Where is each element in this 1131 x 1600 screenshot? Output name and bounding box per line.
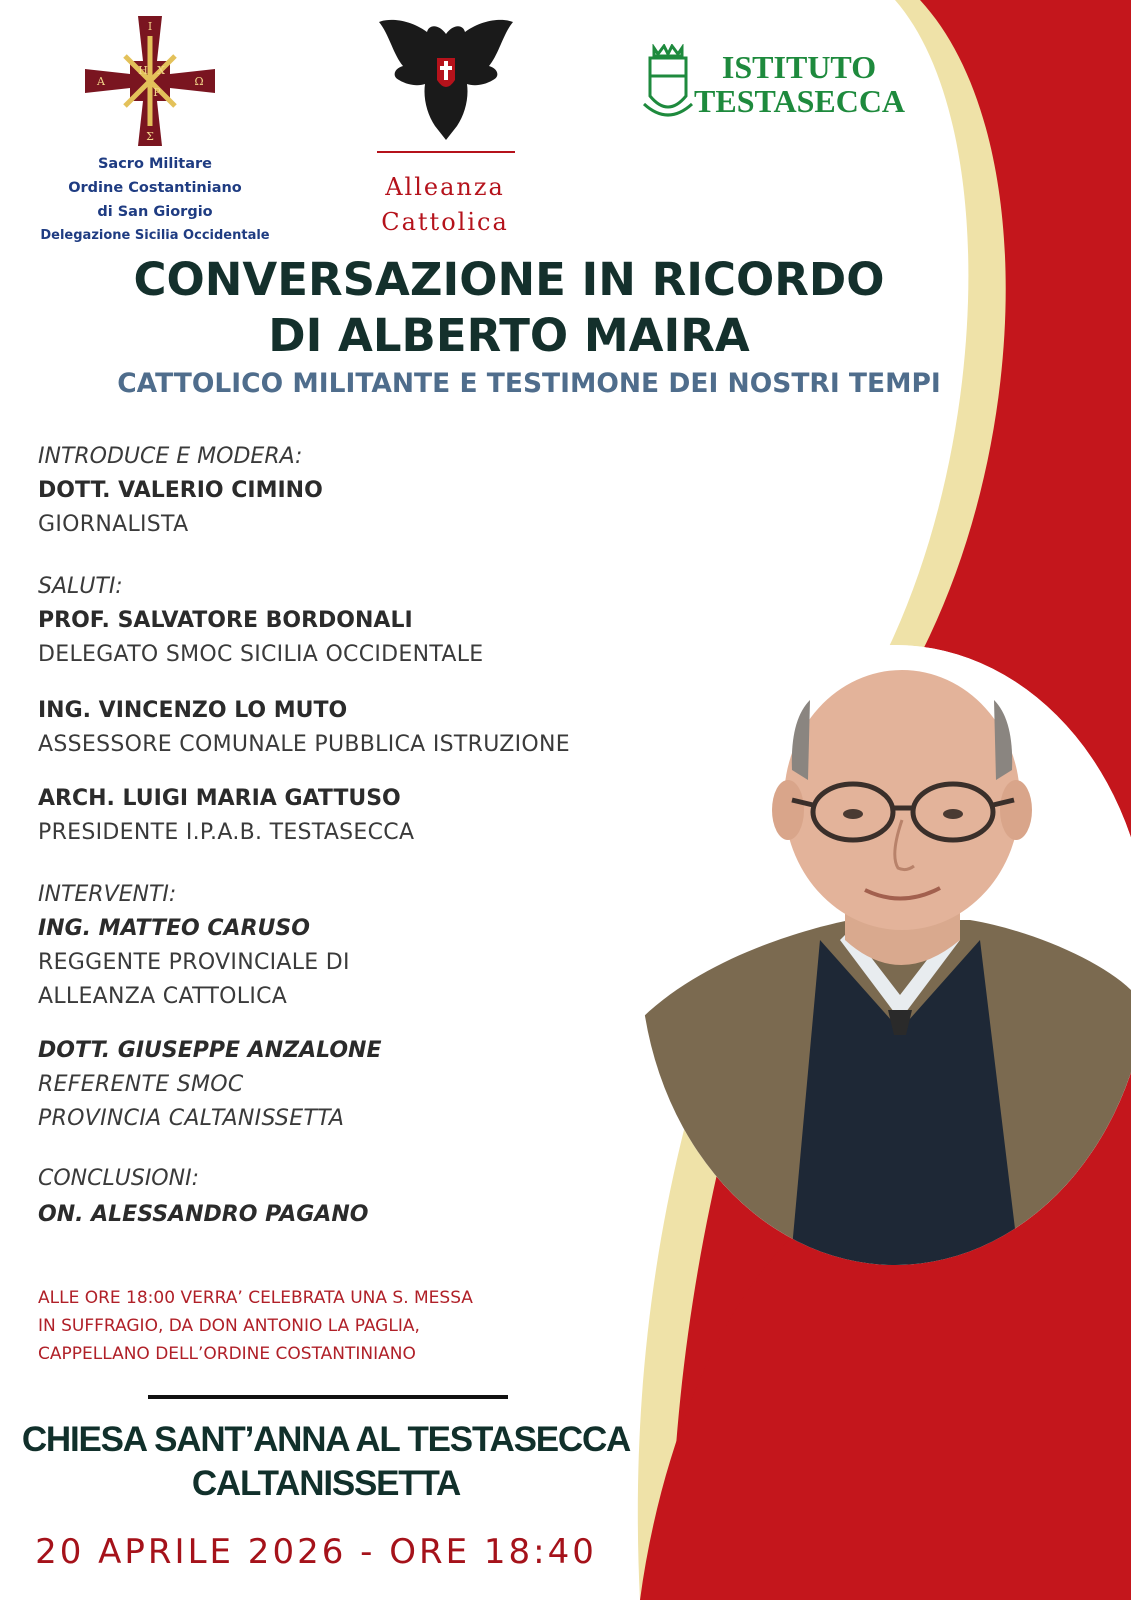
smoc-line-2: Ordine Costantiniano (68, 180, 242, 196)
cross-letter-rho: P (153, 86, 161, 99)
interventi-role-1a: REGGENTE PROVINCIALE DI (38, 950, 350, 975)
smoc-line-1: Sacro Militare (97, 156, 213, 172)
constantinian-cross-icon (85, 16, 215, 146)
venue-line-2: CALTANISSETTA (191, 1464, 461, 1503)
saluti-role-2: ASSESSORE COMUNALE PUBBLICA ISTRUZIONE (38, 732, 570, 757)
conclusioni-label: CONCLUSIONI: (38, 1166, 199, 1191)
saluti-name-2: ING. VINCENZO LO MUTO (38, 698, 348, 723)
mass-line-3: CAPPELLANO DELL’ORDINE COSTANTINIANO (38, 1344, 416, 1364)
cross-letter-alpha: A (97, 75, 105, 88)
mass-notice (38, 1284, 598, 1368)
saluti-name-1: PROF. SALVATORE BORDONALI (38, 608, 413, 633)
moderator-role: GIORNALISTA (38, 512, 189, 537)
alleanza-divider (377, 151, 515, 153)
istituto-line-1: ISTITUTO (721, 49, 877, 85)
moderator-name: DOTT. VALERIO CIMINO (38, 478, 323, 503)
portrait-photo (640, 640, 1131, 1270)
cross-letter-h: H (138, 64, 148, 77)
event-title (0, 252, 1018, 364)
interventi-role-1b: ALLEANZA CATTOLICA (38, 984, 288, 1009)
mass-line-1: ALLE ORE 18:00 VERRA’ CELEBRATA UNA S. MESSA (38, 1288, 473, 1308)
alleanza-cattolica-logo (375, 10, 525, 240)
istituto-testasecca-logo (636, 42, 906, 132)
eagle-icon (379, 14, 513, 140)
cross-letter-sigma: Σ (146, 130, 154, 143)
cross-letter-i: I (147, 20, 153, 33)
alleanza-line-2: Cattolica (381, 208, 509, 236)
conclusioni-name: ON. ALESSANDRO PAGANO (38, 1202, 369, 1227)
interventi-name-2: DOTT. GIUSEPPE ANZALONE (38, 1038, 382, 1063)
divider-line (148, 1395, 508, 1399)
mass-line-2: IN SUFFRAGIO, DA DON ANTONIO LA PAGLIA, (38, 1316, 420, 1336)
interventi-name-1: ING. MATTEO CARUSO (38, 916, 310, 941)
saluti-name-3: ARCH. LUIGI MARIA GATTUSO (38, 786, 401, 811)
event-date: 20 APRILE 2026 - ORE 18:40 (35, 1532, 597, 1572)
smoc-line-3: di San Giorgio (97, 204, 213, 220)
title-line-2: DI ALBERTO MAIRA (268, 309, 750, 362)
interventi-role-2a: REFERENTE SMOC (38, 1072, 244, 1097)
crest-icon (640, 44, 696, 124)
event-subtitle: CATTOLICO MILITANTE E TESTIMONE DEI NOSTRI TEMPI (117, 368, 941, 399)
cross-letter-x: X (157, 64, 165, 77)
interventi-label: INTERVENTI: (38, 882, 177, 907)
cross-letter-omega: Ω (194, 75, 204, 88)
saluti-label: SALUTI: (38, 574, 123, 599)
title-line-1: CONVERSAZIONE IN RICORDO (133, 253, 885, 306)
interventi-role-2b: PROVINCIA CALTANISSETTA (38, 1106, 345, 1131)
venue (0, 1418, 652, 1506)
alleanza-line-1: Alleanza (385, 173, 505, 201)
venue-line-1: CHIESA SANT’ANNA AL TESTASECCA (21, 1420, 631, 1459)
smoc-logo (40, 10, 270, 250)
istituto-line-2: TESTASECCA (694, 83, 906, 119)
smoc-line-4: Delegazione Sicilia Occidentale (40, 228, 270, 243)
saluti-role-3: PRESIDENTE I.P.A.B. TESTASECCA (38, 820, 415, 845)
saluti-role-1: DELEGATO SMOC SICILIA OCCIDENTALE (38, 642, 484, 667)
introduce-label: INTRODUCE E MODERA: (38, 444, 303, 469)
